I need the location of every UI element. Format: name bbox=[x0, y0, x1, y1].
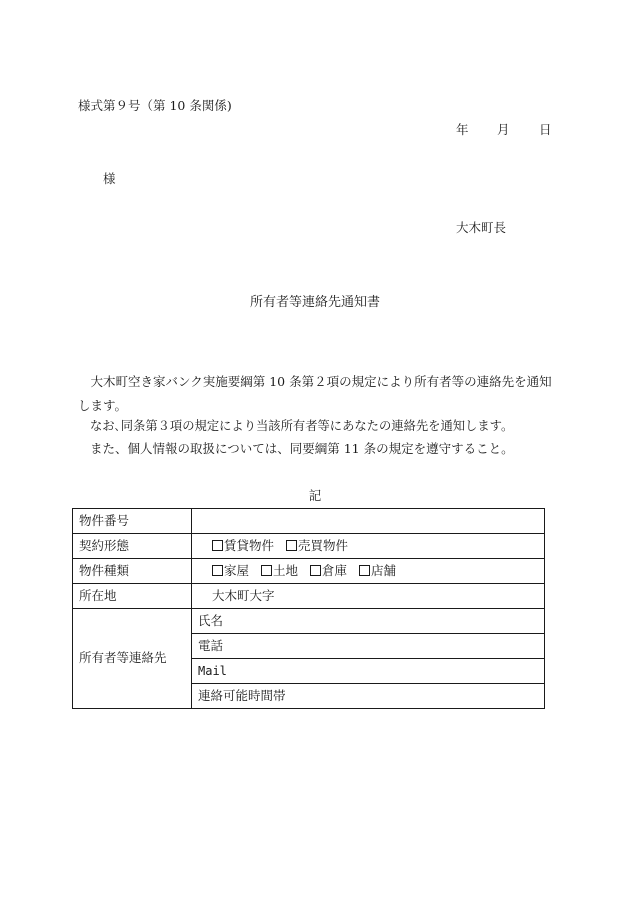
page-title: 所有者等連絡先通知書 bbox=[249, 295, 380, 310]
table-row-contract-type bbox=[73, 534, 545, 559]
table-row-property-number bbox=[73, 509, 545, 534]
body-paragraph-3: また、個人情報の取扱については、同要綱第 11 条の規定を遵守すること。 bbox=[90, 441, 514, 456]
contract-type-label: 契約形態 bbox=[73, 534, 192, 559]
table-row-owner-name bbox=[73, 609, 545, 634]
body-paragraph-1: 大木町空き家バンク実施要綱第 10 条第２項の規定により所有者等の連絡先を通知します。 bbox=[78, 374, 552, 413]
ki-heading: 記 bbox=[308, 488, 322, 503]
date-day: 日 bbox=[539, 122, 552, 137]
owner-contact-label: 所有者等連絡先 bbox=[73, 609, 192, 709]
contract-option-rental[interactable]: 賃貸物件 bbox=[212, 540, 274, 553]
owner-hours-field[interactable]: 連絡可能時間帯 bbox=[192, 684, 545, 709]
table-row-location bbox=[73, 584, 545, 609]
property-option-warehouse[interactable]: 倉庫 bbox=[310, 565, 347, 578]
location-label: 所在地 bbox=[73, 584, 192, 609]
sender-name: 大木町長 bbox=[456, 220, 507, 235]
date-month: 月 bbox=[497, 122, 510, 137]
table-row-property-type bbox=[73, 559, 545, 584]
contract-type-options bbox=[192, 534, 545, 559]
checkbox-icon[interactable] bbox=[310, 565, 321, 576]
body-paragraph-2: なお､同条第３項の規定により当該所有者等にあなたの連絡先を通知します。 bbox=[90, 419, 514, 433]
property-option-store[interactable]: 店舗 bbox=[359, 565, 396, 578]
date-line bbox=[456, 124, 552, 137]
checkbox-icon[interactable] bbox=[212, 540, 223, 551]
owner-name-field[interactable]: 氏名 bbox=[192, 609, 545, 634]
recipient-suffix: 様 bbox=[103, 171, 116, 186]
property-option-land[interactable]: 土地 bbox=[261, 565, 298, 578]
contract-option-sale[interactable]: 売買物件 bbox=[286, 540, 348, 553]
checkbox-icon[interactable] bbox=[359, 565, 370, 576]
property-option-house[interactable]: 家屋 bbox=[212, 565, 249, 578]
date-year: 年 bbox=[456, 122, 469, 137]
owner-mail-field[interactable]: Mail bbox=[192, 659, 545, 684]
property-number-label: 物件番号 bbox=[73, 509, 192, 534]
checkbox-icon[interactable] bbox=[261, 565, 272, 576]
property-type-options bbox=[192, 559, 545, 584]
location-value[interactable]: 大木町大字 bbox=[192, 584, 545, 609]
checkbox-icon[interactable] bbox=[212, 565, 223, 576]
owner-phone-field[interactable]: 電話 bbox=[192, 634, 545, 659]
info-table bbox=[72, 508, 545, 709]
property-number-field[interactable] bbox=[192, 509, 545, 534]
property-type-label: 物件種類 bbox=[73, 559, 192, 584]
checkbox-icon[interactable] bbox=[286, 540, 297, 551]
form-number: 様式第９号（第 10 条関係) bbox=[78, 98, 232, 113]
